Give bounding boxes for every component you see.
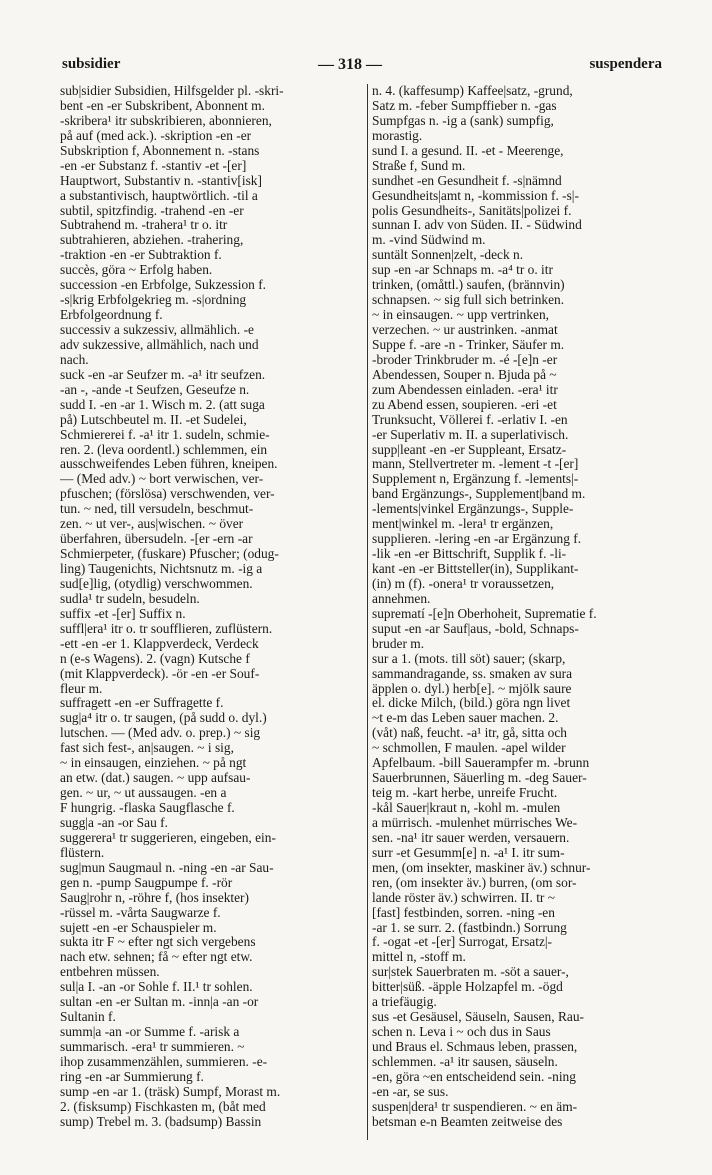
dictionary-line: -er Superlativ m. II. a superlativisch.: [372, 426, 569, 442]
column-divider: [367, 84, 368, 1140]
dictionary-line: Schmierpeter, (fuskare) Pfuscher; (odug-: [60, 546, 279, 562]
dictionary-line: sump -en -ar 1. (träsk) Sumpf, Morast m.: [60, 1083, 281, 1099]
header-right-word: suspendera: [589, 56, 662, 72]
dictionary-line: sur|stek Sauerbraten m. -söt a sauer-,: [372, 964, 569, 980]
dictionary-line: sammandragande, ss. smaken av sura: [372, 665, 573, 681]
dictionary-line: adv sukzessive, allmählich, nach und: [60, 336, 259, 352]
dictionary-line: F hungrig. -flaska Saugflasche f.: [60, 800, 235, 815]
dictionary-line: -en, göra ~en entscheidend sein. -ning: [372, 1068, 576, 1084]
dictionary-line: suprematí -[e]n Oberhoheit, Suprematie f.: [372, 605, 597, 621]
dictionary-line: ~ schmollen, F maulen. -apel wilder: [372, 740, 566, 756]
dictionary-line: -an -, -ande -t Seufzen, Geseufze n.: [60, 381, 250, 397]
dictionary-line: bent -en -er Subskribent, Abonnent m.: [60, 97, 265, 113]
dictionary-line: summarisch. -era¹ tr summieren. ~: [60, 1039, 245, 1054]
dictionary-line: -lements|vinkel Ergänzungs-, Supple-: [372, 501, 574, 517]
dictionary-line: Abendessen, Souper n. Bjuda på ~: [372, 366, 557, 382]
dictionary-line: flüstern.: [60, 844, 105, 860]
left-column: [60, 84, 365, 1130]
dictionary-line: sugg|a -an -or Sau f.: [60, 814, 168, 830]
header-left-word: subsidier: [62, 56, 121, 72]
dictionary-line: 2. (fisksump) Fischkasten m, (båt med: [60, 1098, 266, 1114]
dictionary-line: -s|krig Erbfolgekrieg m. -s|ordning: [60, 292, 247, 308]
dictionary-line: suffragett -en -er Suffragette f.: [60, 695, 224, 711]
dictionary-line: nach.: [60, 351, 89, 367]
page-number: — 318 —: [318, 56, 382, 73]
dictionary-line: Straße f, Sund m.: [372, 157, 466, 173]
dictionary-line: suffl|era¹ itr o. tr soufflieren, zuflüstern.: [60, 620, 273, 636]
dictionary-line: suspen|dera¹ tr suspendieren. ~ en äm-: [372, 1098, 578, 1114]
dictionary-line: — (Med adv.) ~ bort verwischen, ver-: [60, 471, 264, 487]
dictionary-line: ~ in einsaugen. ~ upp vertrinken,: [372, 307, 549, 323]
dictionary-line: Suppe f. -are -n - Trinker, Säufer m.: [372, 336, 565, 352]
dictionary-line: suggerera¹ tr suggerieren, eingeben, ein-: [60, 829, 276, 845]
dictionary-line: suntält Sonnen|zelt, -deck n.: [372, 247, 524, 263]
dictionary-line: nach etw. sehnen; få ~ efter ngt etw.: [60, 949, 253, 965]
dictionary-line: ihop zusammenzählen, summieren. -e-: [60, 1053, 268, 1069]
dictionary-line: zum Abendessen einladen. -era¹ itr: [372, 381, 558, 397]
dictionary-line: subtil, spitzfindig. -trahend -en -er: [60, 202, 244, 218]
dictionary-line: band Ergänzungs-, Supplement|band m.: [372, 486, 586, 502]
dictionary-line: ~t e-m das Leben sauer machen. 2.: [372, 710, 559, 726]
dictionary-line: gen n. -pump Saugpumpe f. -rör: [60, 874, 233, 890]
dictionary-line: Subskription f, Abonnement n. -stans: [60, 142, 260, 158]
dictionary-line: Subtrahend m. -trahera¹ tr o. itr: [60, 217, 228, 233]
dictionary-line: succès, göra ~ Erfolg haben.: [60, 262, 213, 278]
dictionary-line: Sumpfgas n. -ig a (sank) sumpfig,: [372, 112, 554, 128]
dictionary-line: -traktion -en -er Subtraktion f.: [60, 247, 222, 263]
dictionary-line: Trunksucht, Völlerei f. -erlativ I. -en: [372, 411, 568, 427]
dictionary-line: annehmen.: [372, 590, 431, 606]
dictionary-line: mittel n, -stoff m.: [372, 949, 466, 965]
page-header: [62, 52, 662, 82]
dictionary-line: Schmiererei f. -a¹ itr 1. sudeln, schmie-: [60, 426, 270, 442]
dictionary-line: -skribera¹ itr subskribieren, abonnieren,: [60, 112, 272, 128]
dictionary-line: morastig.: [372, 127, 423, 143]
dictionary-line: teig m. -kart herbe, unreife Frucht.: [372, 785, 558, 801]
dictionary-line: a triefäugig.: [372, 994, 437, 1010]
dictionary-line: überfahren, übersudeln. -[er -ern -ar: [60, 531, 253, 547]
dictionary-line: schlemmen. -a¹ itr sausen, säuseln.: [372, 1053, 558, 1069]
dictionary-line: polis Gesundheits-, Sanitäts|polizei f.: [372, 202, 572, 218]
dictionary-line: sen. -na¹ itr sauer werden, versauern.: [372, 829, 570, 845]
dictionary-line: -en -er Substanz f. -stantiv -et -[er]: [60, 157, 247, 173]
dictionary-line: zu Abend essen, soupieren. -eri -et: [372, 396, 557, 412]
dictionary-line: f. -ogat -et -[er] Surrogat, Ersatz|-: [372, 934, 553, 950]
dictionary-line: Apfelbaum. -bill Sauerampfer m. -brunn: [372, 755, 590, 771]
dictionary-line: sultan -en -er Sultan m. -inn|a -an -or: [60, 994, 259, 1010]
dictionary-line: Satz m. -feber Sumpffieber n. -gas: [372, 97, 557, 113]
dictionary-line: (mit Klappverdeck). -ör -en -er Souf-: [60, 665, 260, 681]
dictionary-line: ren. 2. (leva oordentl.) schlemmen, ein: [60, 441, 268, 457]
dictionary-line: Supplement n, Ergänzung f. -lements|-: [372, 471, 579, 487]
dictionary-line: [fast] festbinden, sorren. -ning -en: [372, 904, 555, 920]
dictionary-line: men, (om insekter, maskiner äv.) schnur-: [372, 859, 591, 875]
dictionary-line: fleur m.: [60, 680, 103, 696]
dictionary-line: ~ in einsaugen, einziehen. ~ på ngt: [60, 755, 247, 771]
dictionary-line: ausschweifendes Leben führen, kneipen.: [60, 456, 278, 472]
dictionary-line: sug|mun Saugmaul n. -ning -en -ar Sau-: [60, 859, 274, 875]
dictionary-line: på) Lutschbeutel m. II. -et Sudelei,: [60, 411, 247, 427]
dictionary-line: m. -vind Südwind m.: [372, 232, 486, 248]
dictionary-line: pfuschen; (förslösa) verschwenden, ver-: [60, 486, 275, 502]
dictionary-line: sundhet -en Gesundheit f. -s|nämnd: [372, 172, 562, 188]
dictionary-line: subtrahieren, abziehen. -trahering,: [60, 232, 244, 248]
dictionary-line: sudd I. -en -ar 1. Wisch m. 2. (att suga: [60, 396, 265, 412]
dictionary-line: sup -en -ar Schnaps m. -a⁴ tr o. itr: [372, 262, 553, 278]
dictionary-line: (våt) naß, feucht. -a¹ itr, gå, sitta och: [372, 725, 567, 741]
dictionary-line: äpplen o. dyl.) herb[e]. ~ mjölk saure: [372, 680, 572, 696]
dictionary-line: sus -et Gesäusel, Säuseln, Sausen, Rau-: [372, 1009, 584, 1025]
dictionary-line: surr -et Gesumm[e] n. -a¹ I. itr sum-: [372, 844, 565, 860]
dictionary-line: supplieren. -lering -en -ar Ergänzung f.: [372, 531, 582, 547]
dictionary-line: und Braus el. Schmaus leben, prassen,: [372, 1039, 578, 1054]
dictionary-line: Sauerbrunnen, Säuerling m. -deg Sauer-: [372, 770, 587, 786]
dictionary-line: successiv a sukzessiv, allmählich. -e: [60, 322, 254, 337]
dictionary-line: an etw. (dat.) saugen. ~ upp aufsau-: [60, 770, 251, 786]
dictionary-line: -kål Sauer|kraut n, -kohl m. -mulen: [372, 800, 561, 815]
dictionary-line: -ett -en -er 1. Klappverdeck, Verdeck: [60, 635, 259, 651]
dictionary-line: sug|a⁴ itr o. tr saugen, (på sudd o. dyl.): [60, 710, 267, 726]
dictionary-line: kant -en -er Bittsteller(in), Supplikant-: [372, 561, 579, 576]
dictionary-line: succession -en Erbfolge, Sukzession f.: [60, 277, 267, 293]
dictionary-line: lande röster äv.) schwirren. II. tr ~: [372, 889, 555, 905]
dictionary-line: trinken, (omåttl.) saufen, (brännvin): [372, 277, 565, 293]
dictionary-line: sund I. a gesund. II. -et - Meerenge,: [372, 142, 564, 158]
dictionary-line: entbehren müssen.: [60, 964, 160, 980]
dictionary-line: sud[e]lig, (otydlig) verschwommen.: [60, 575, 253, 591]
dictionary-line: sump) Trebel m. 3. (badsump) Bassin: [60, 1113, 262, 1129]
dictionary-line: a substantivisch, hauptwörtlich. -til a: [60, 187, 258, 203]
dictionary-line: Saug|rohr n, -röhre f, (hos insekter): [60, 889, 249, 905]
dictionary-line: schen n. Leva i ~ och dus in Saus: [372, 1024, 551, 1040]
dictionary-line: Erbfolgeordnung f.: [60, 307, 163, 323]
dictionary-line: supp|leant -en -er Suppleant, Ersatz-: [372, 441, 567, 457]
dictionary-line: mann, Stellvertreter m. -lement -t -[er]: [372, 456, 579, 472]
dictionary-line: Hauptwort, Substantiv n. -stantiv[isk]: [60, 172, 262, 188]
dictionary-line: bitter|süß. -äpple Holzapfel m. -ögd: [372, 979, 563, 995]
dictionary-line: bruder m.: [372, 635, 425, 651]
dictionary-line: Gesundheits|amt n, -kommission f. -s|-: [372, 187, 579, 203]
dictionary-line: schnapsen. ~ sig full sich betrinken.: [372, 292, 565, 308]
dictionary-line: Sultanin f.: [60, 1009, 116, 1025]
dictionary-line: tun. ~ ned, till versudeln, beschmut-: [60, 501, 254, 517]
dictionary-line: betsman e-n Beamten zeitweise des: [372, 1113, 563, 1129]
dictionary-line: gen. ~ ur, ~ ut aussaugen. -en a: [60, 785, 227, 801]
dictionary-line: verzechen. ~ ur austrinken. -anmat: [372, 322, 558, 337]
dictionary-line: -en -ar, se sus.: [372, 1083, 449, 1099]
dictionary-line: sunnan I. adv von Süden. II. - Südwind: [372, 217, 582, 233]
dictionary-line: zen. ~ ut ver-, aus|wischen. ~ över: [60, 516, 244, 532]
dictionary-line: suffix -et -[er] Suffix n.: [60, 605, 186, 621]
dictionary-line: fast sich fest-, an|saugen. ~ i sig,: [60, 740, 234, 756]
dictionary-line: (in) m (f). -onera¹ tr voraussetzen,: [372, 575, 555, 591]
dictionary-line: n. 4. (kaffesump) Kaffee|satz, -grund,: [372, 83, 573, 98]
dictionary-line: sudla¹ tr sudeln, besudeln.: [60, 590, 200, 606]
dictionary-line: -broder Trinkbruder m. -é -[e]n -er: [372, 351, 558, 367]
dictionary-line: n (e-s Wagens). 2. (vagn) Kutsche f: [60, 650, 250, 666]
dictionary-line: summ|a -an -or Summe f. -arisk a: [60, 1024, 240, 1040]
dictionary-line: -lik -en -er Bittschrift, Supplik f. -li-: [372, 546, 567, 562]
dictionary-line: sul|a I. -an -or Sohle f. II.¹ tr sohlen.: [60, 979, 253, 995]
dictionary-line: sur a 1. (mots. till söt) sauer; (skarp,: [372, 650, 566, 666]
dictionary-line: på auf (med ack.). -skription -en -er: [60, 127, 252, 143]
dictionary-line: ren, (om insekter äv.) burren, (om sor-: [372, 874, 577, 890]
dictionary-line: ling) Taugenichts, Nichtsnutz m. -ig a: [60, 561, 263, 576]
dictionary-line: sujett -en -er Schauspieler m.: [60, 919, 217, 935]
dictionary-line: -ar 1. se surr. 2. (fastbindn.) Sorrung: [372, 919, 567, 935]
dictionary-line: a mürrisch. -mulenhet mürrisches We-: [372, 814, 578, 830]
dictionary-line: suput -en -ar Sauf|aus, -bold, Schnaps-: [372, 620, 579, 636]
right-column: [372, 84, 672, 1130]
dictionary-line: el. dicke Milch, (bild.) göra ngn livet: [372, 695, 571, 711]
dictionary-line: ring -en -ar Summierung f.: [60, 1068, 204, 1084]
dictionary-line: sukta itr F ~ efter ngt sich vergebens: [60, 934, 256, 950]
dictionary-line: lutschen. — (Med adv. o. prep.) ~ sig: [60, 725, 261, 741]
dictionary-line: ment|winkel m. -lera¹ tr ergänzen,: [372, 516, 554, 532]
dictionary-line: -rüssel m. -vårta Saugwarze f.: [60, 904, 221, 920]
dictionary-line: suck -en -ar Seufzer m. -a¹ itr seufzen.: [60, 366, 266, 382]
dictionary-line: sub|sidier Subsidien, Hilfsgelder pl. -skri-: [60, 83, 284, 98]
